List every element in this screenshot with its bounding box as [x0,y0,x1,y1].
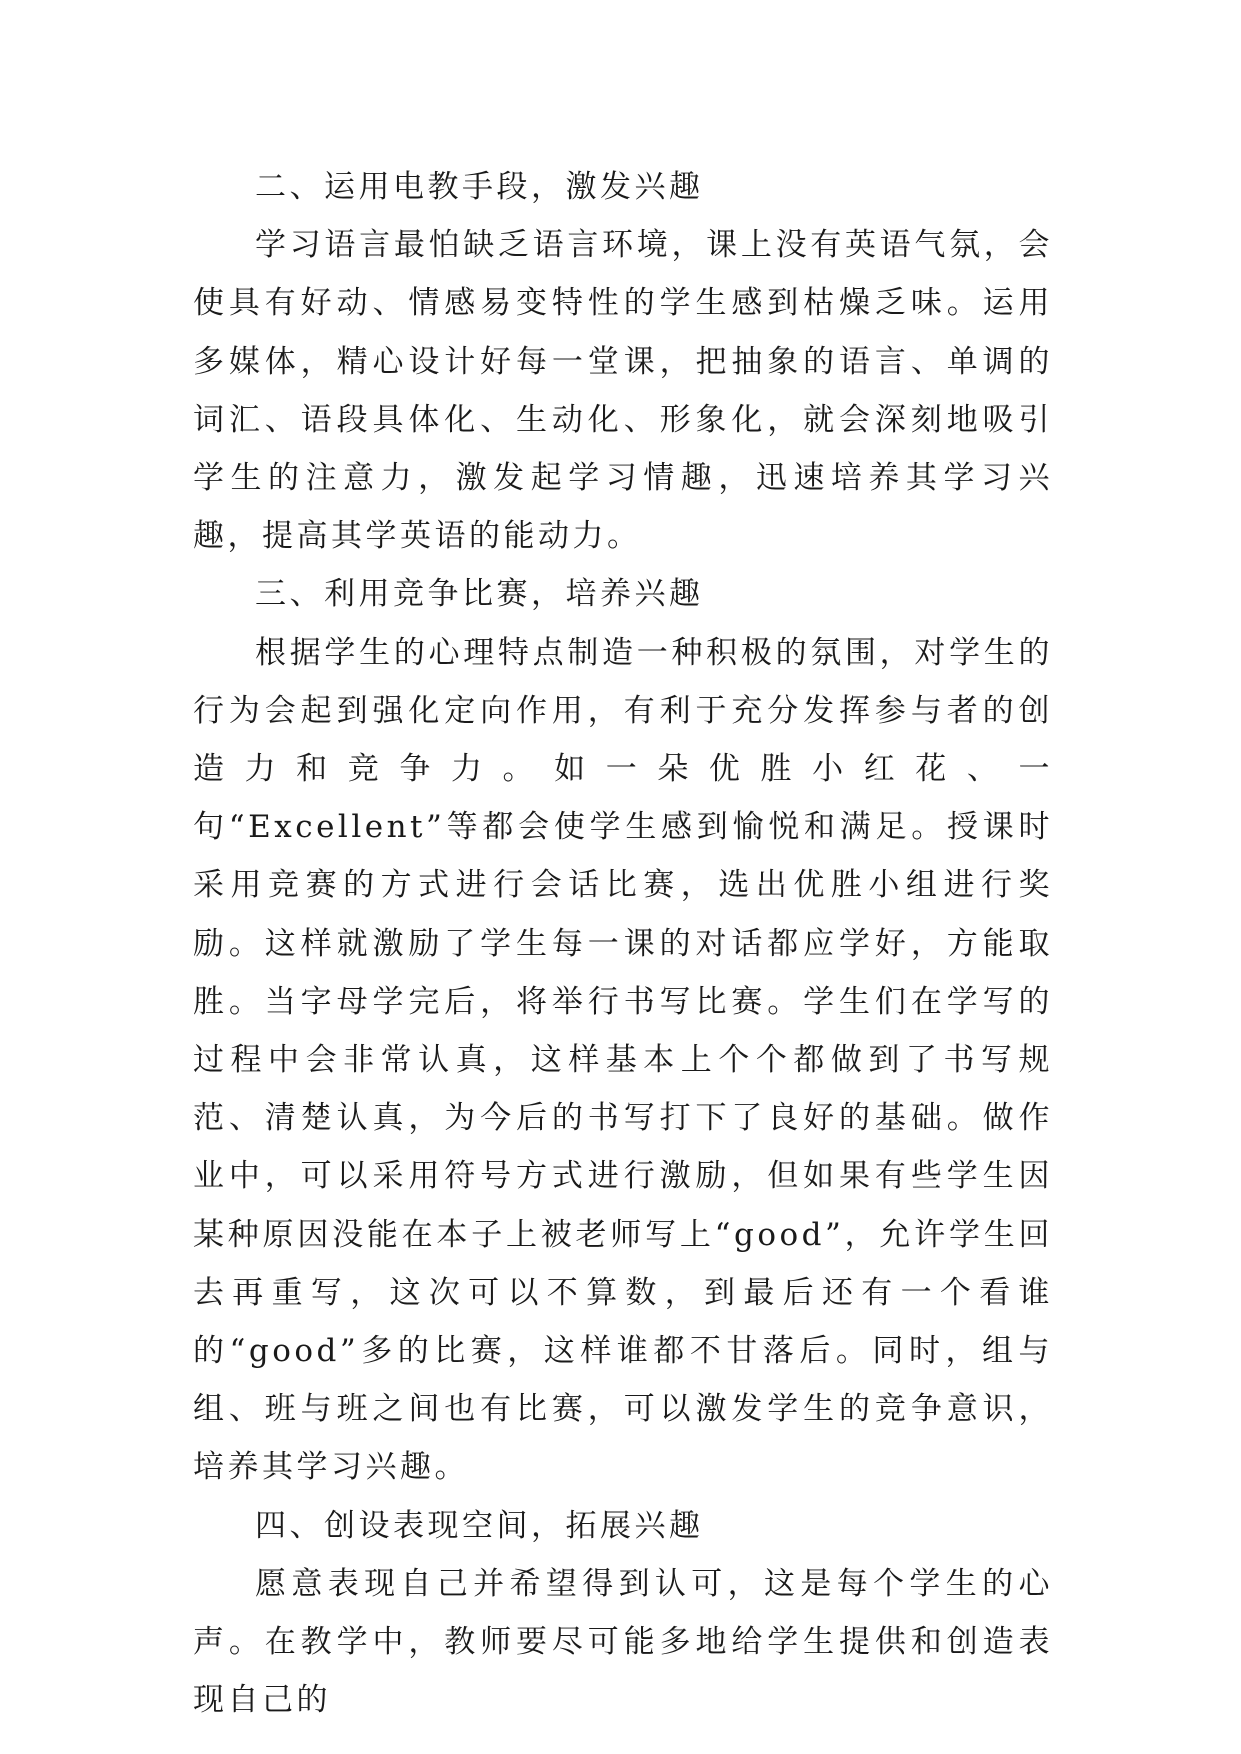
body-paragraph-1: 学习语言最怕缺乏语言环境，课上没有英语气氛，会使具有好动、情感易变特性的学生感到枯燥乏味。运用多媒体，精心设计好每一堂课，把抽象的语言、单调的词汇、语段具体化、生动化、形象化，就会深刻地吸引学生的注意力，激发起学习情趣，迅速培养其学习兴趣，提高其学英语的能动力。 [193,227,1053,555]
document-body [193,158,1053,1729]
body-paragraph-2: 根据学生的心理特点制造一种积极的氛围，对学生的行为会起到强化定向作用，有利于充分发挥参与者的创造力和竞争力。如一朵优胜小红花、一句“Excellent”等都会使学生感到愉悦和满足。授课时采用竞赛的方式进行会话比赛，选出优胜小组进行奖励。这样就激励了学生每一课的对话都应学好，方能取胜。当字母学完后，将举行书写比赛。学生们在学写的过程中会非常认真，这样基本上个个都做到了书写规范、清楚认真，为今后的书写打下了良好的基础。做作业中，可以采用符号方式进行激励，但如果有些学生因某种原因没能在本子上被老师写上“good”，允许学生回去再重写，这次可以不算数，到最后还有一个看谁的“good”多的比赛，这样谁都不甘落后。同时，组与组、班与班之间也有比赛，可以激发学生的竞争意识，培养其学习兴趣。 [193,634,1053,1486]
section-heading-3: 三、利用竞争比赛，培养兴趣 [255,576,704,613]
body-paragraph-3: 愿意表现自己并希望得到认可，这是每个学生的心声。在教学中，教师要尽可能多地给学生提供和创造表现自己的 [193,1565,1053,1719]
section-heading-4: 四、创设表现空间，拓展兴趣 [255,1507,704,1544]
section-heading-2: 二、运用电教手段，激发兴趣 [255,169,704,205]
